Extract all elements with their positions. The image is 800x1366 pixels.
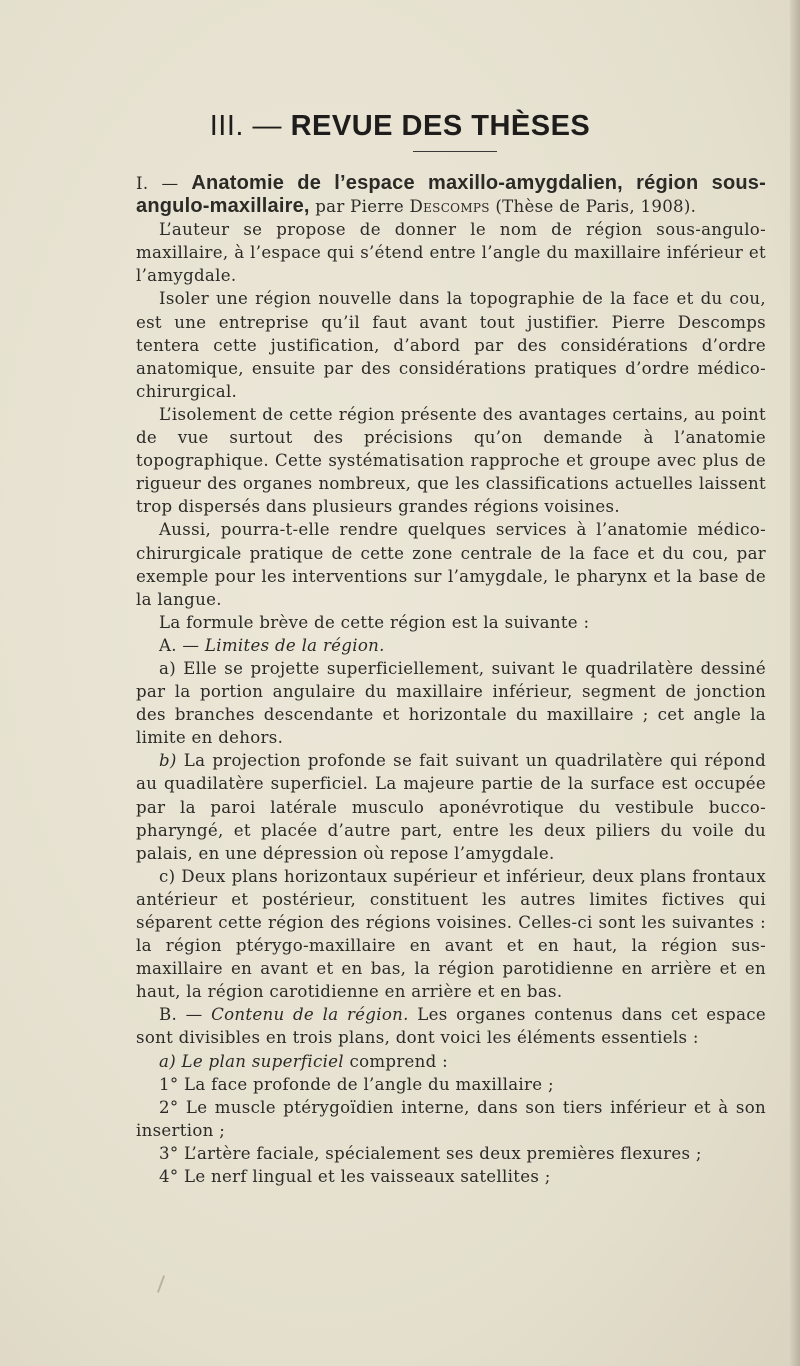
list-item-text: Le nerf lingual et les vaisseaux satellites ;: [184, 1167, 551, 1187]
section-a-heading: [136, 634, 766, 657]
paragraph: Aussi, pourra-t-elle rendre quelques services à l’anatomie médico-chirurgicale pratique de cette zone centrale de la face et du cou, par exemple pour les interventions sur l’amygdale, le pharynx et la base de la langue.: [136, 520, 766, 609]
list-item-text: Le muscle ptérygoïdien interne, dans son tiers inférieur et à son insertion ;: [136, 1097, 767, 1140]
list-item: [136, 1142, 766, 1165]
paragraph: L’auteur se propose de donner le nom de région sous-angulo-maxillaire, à l’espace qui s’étend entre l’angle du maxillaire inférieur et l’amygdale.: [136, 220, 766, 286]
paragraph: a) Elle se projette superficiellement, suivant le quadrilatère dessiné par la portion angulaire du maxillaire inférieur, segment de jonction des branches descendante et horizontale du maxillaire ; cet angle la limite en dehors.: [136, 658, 766, 748]
thesis-title: Anatomie de l’espace maxillo-amygdalien, région sous-angulo-maxillaire,: [136, 172, 766, 218]
section-a-title: Limites de la région.: [204, 635, 385, 655]
plan-label: a): [159, 1051, 176, 1071]
list-item: [136, 1096, 766, 1142]
section-a-prefix: A. —: [159, 635, 200, 655]
plan-heading: [136, 1050, 766, 1073]
thesis-author: Descomps: [409, 197, 490, 217]
thesis-number: I.: [136, 174, 149, 193]
thesis-entry: [136, 172, 766, 218]
thesis-dash: —: [161, 174, 179, 193]
list-item-text: L’artère faciale, spécialement ses deux premières flexures ;: [184, 1143, 702, 1163]
paragraph: L’isolement de cette région présente des avantages certains, au point de vue surtout des précisions qu’on demande à l’anatomie topographique. Cette systématisation rapproche et groupe avec plus de rigueur des organes nombreux, que les classifications actuelles laissent trop dispersés dans plusieurs grandes régions voisines.: [136, 404, 766, 517]
section-b-heading: [136, 1003, 766, 1049]
heading-dash: —: [252, 110, 283, 142]
page-edge: [790, 0, 800, 1366]
plan-text: comprend :: [349, 1051, 449, 1071]
list-item-num: 2°: [159, 1097, 179, 1117]
paragraph-b-text: La projection profonde se fait suivant un quadrilatère qui répond au quadilatère superficiel. La majeure partie de la surface est occupée par la paroi latérale musculo aponévrotique du vestibule bucco-pharyngé, et placée d’autre part, entre les deux piliers du voile du palais, en une dépression où repose l’amygdale.: [136, 751, 767, 863]
list-item-num: 3°: [159, 1143, 179, 1163]
list-item-num: 1°: [159, 1074, 179, 1094]
list-item-text: La face profonde de l’angle du maxillaire ;: [184, 1074, 554, 1094]
section-heading: [0, 110, 800, 143]
paragraph: La formule brève de cette région est la suivante :: [159, 612, 590, 632]
list-item: [136, 1073, 766, 1096]
thesis-by: par Pierre: [315, 197, 404, 217]
body-text: [136, 172, 766, 1188]
paragraph: c) Deux plans horizontaux supérieur et inférieur, deux plans frontaux antérieur et postérieur, constituent les autres limites fictives qui séparent cette région des régions voisines. Celles-ci sont les suivantes : la région ptérygo-maxillaire en avant et en haut, la région sus-maxillaire en avant et en bas, la région parotidienne en arrière et en haut, la région carotidienne en arrière et en bas.: [136, 866, 766, 1002]
section-b-text: Les organes contenus dans cet espace sont divisibles en trois plans, dont voici les éléments essentiels :: [136, 1005, 766, 1048]
heading-rule: [413, 151, 497, 152]
paragraph-b: [136, 749, 766, 864]
plan-title: Le plan superficiel: [181, 1051, 344, 1071]
paragraph: Isoler une région nouvelle dans la topographie de la face et du cou, est une entreprise qu’il faut avant tout justifier. Pierre Descomps tentera cette justification, d’abord par des considérations d’ordre anatomique, ensuite par des considérations pratiques d’ordre médico-chirurgical.: [136, 289, 766, 401]
heading-title: REVUE DES THÈSES: [290, 110, 591, 142]
heading-roman: III.: [209, 110, 244, 142]
paragraph-b-label: b): [159, 751, 177, 771]
list-item-num: 4°: [159, 1167, 179, 1187]
section-b-prefix: B. —: [159, 1005, 203, 1025]
thesis-citation: (Thèse de Paris, 1908).: [495, 197, 697, 217]
list-item: [136, 1165, 766, 1188]
section-b-title: Contenu de la région.: [211, 1005, 409, 1025]
